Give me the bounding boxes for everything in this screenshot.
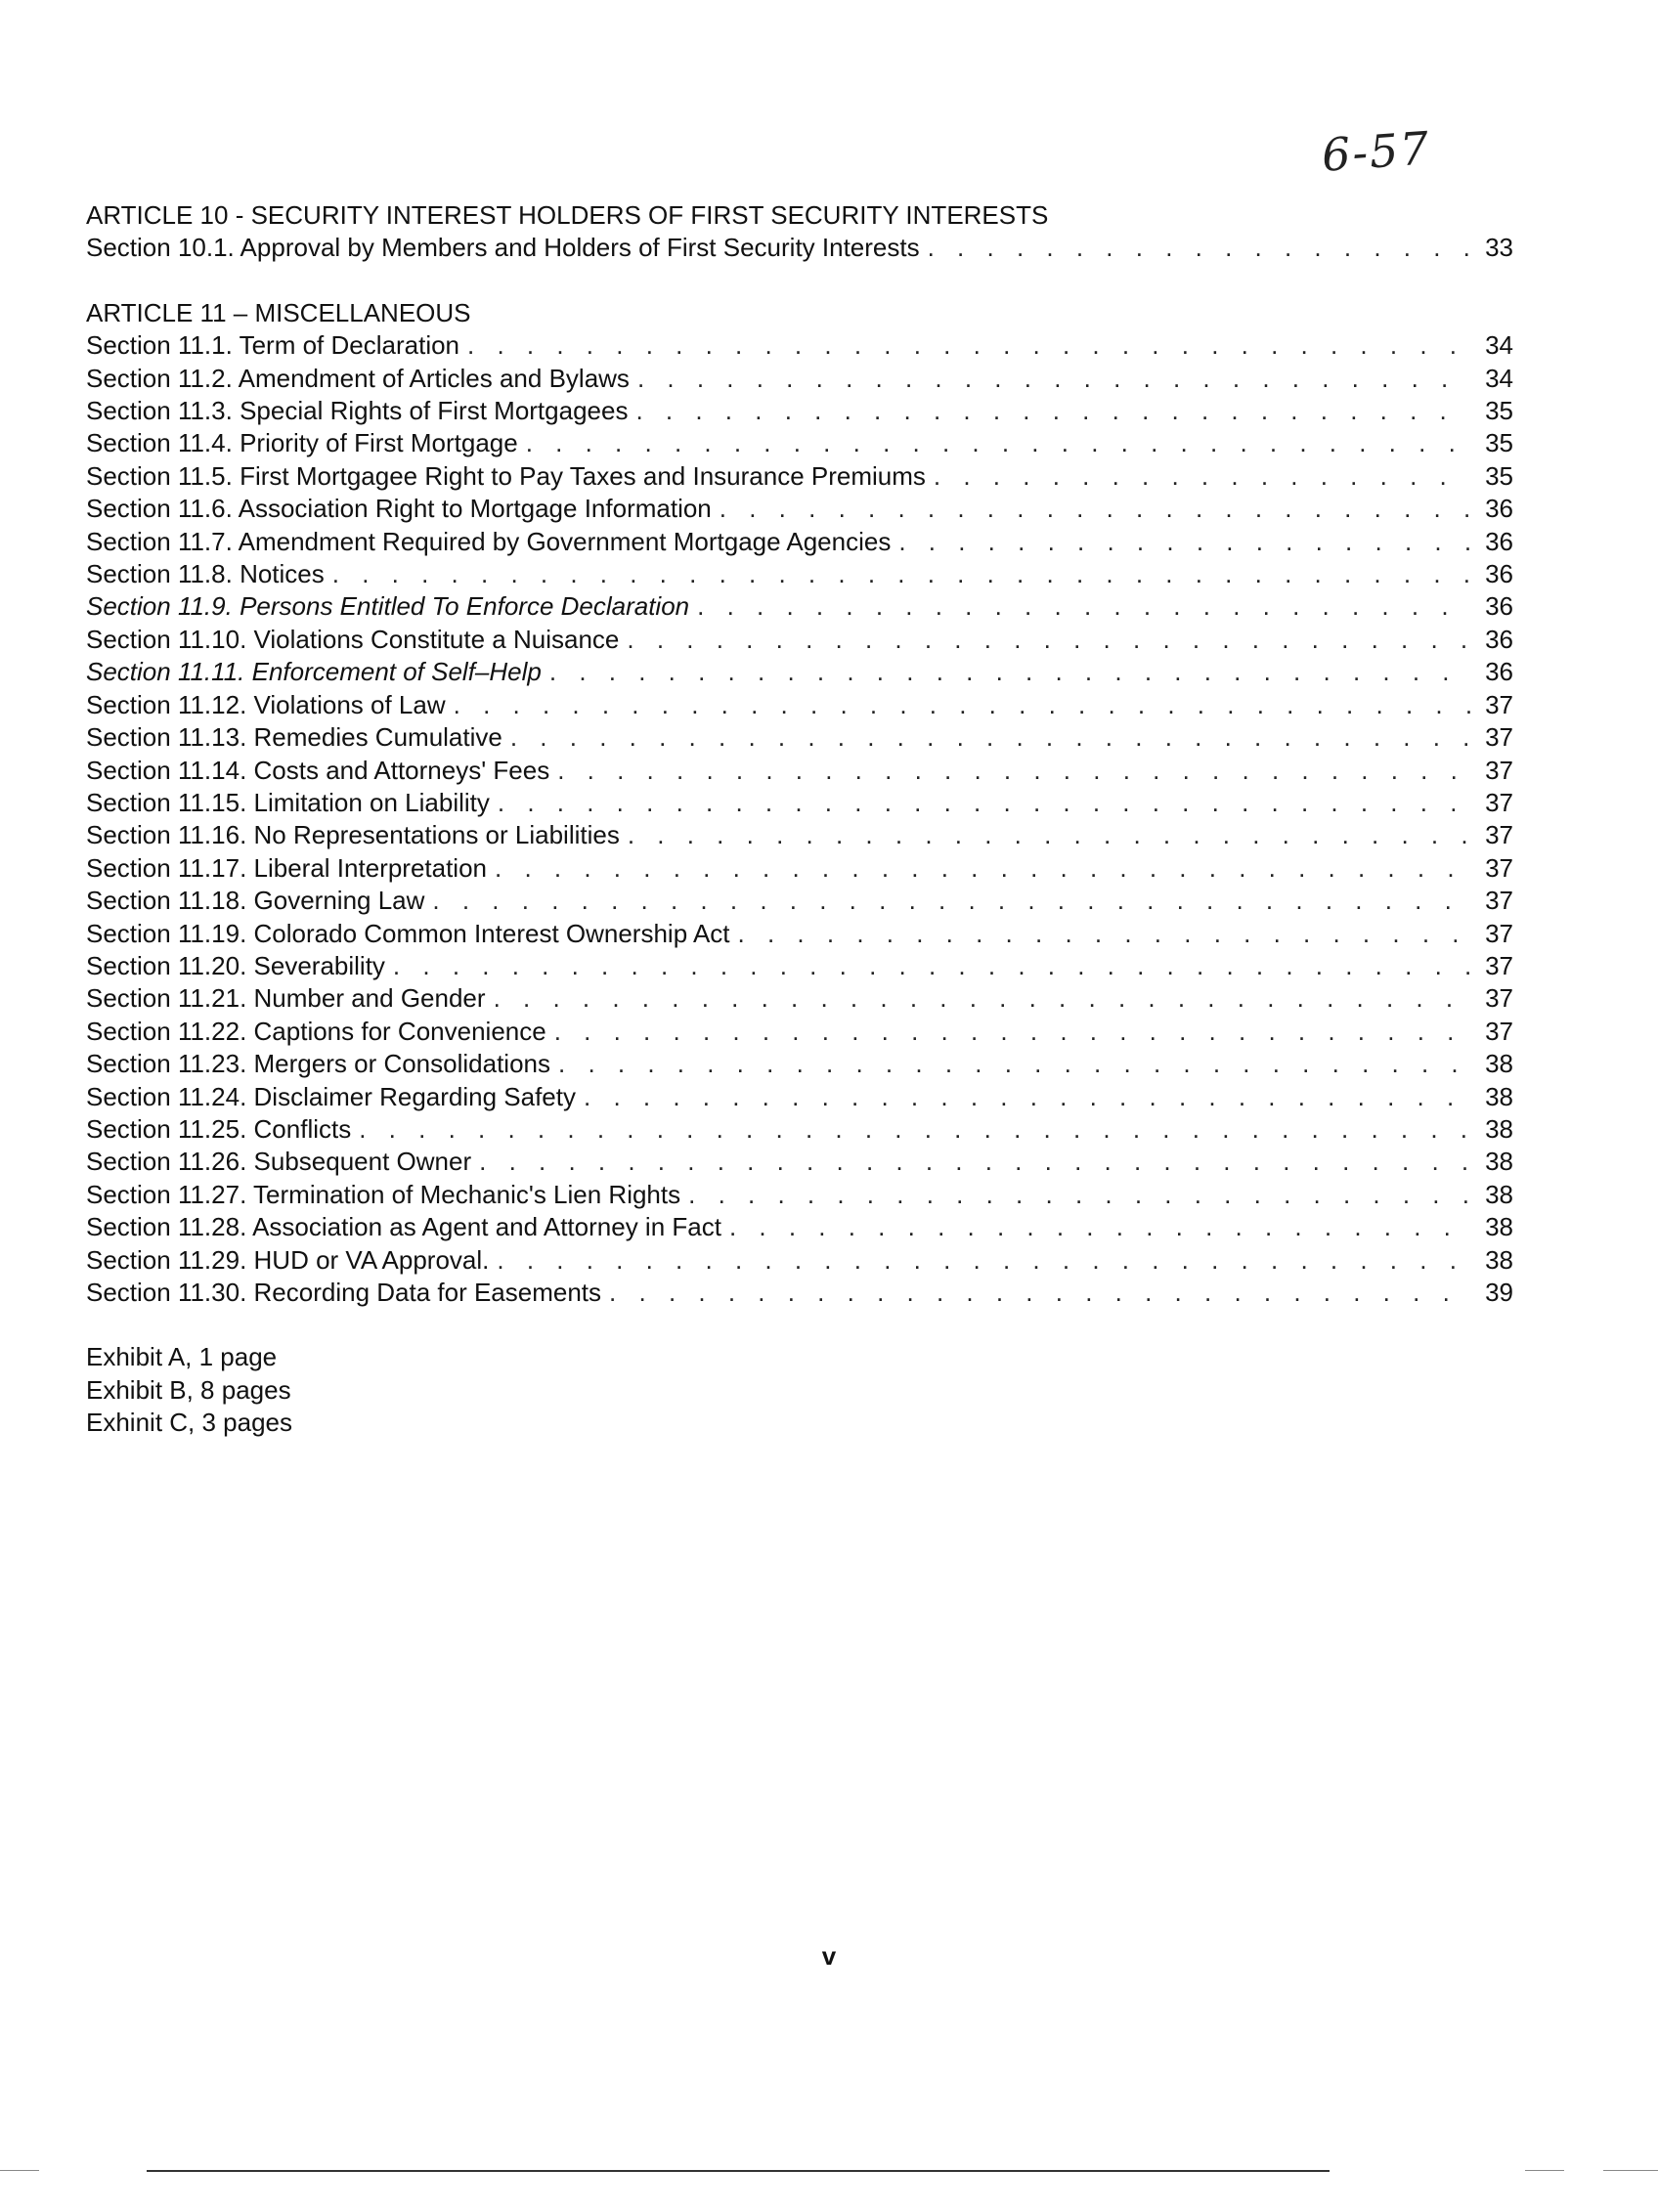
scan-edge-mark xyxy=(1603,2170,1658,2171)
dot-leader xyxy=(628,819,1470,851)
toc-entry[interactable] xyxy=(86,232,1513,264)
toc-entry-label: Section 11.24. Disclaimer Regarding Safety xyxy=(86,1081,576,1111)
dot-leader xyxy=(497,1244,1470,1277)
toc-entry-page: 36 xyxy=(1485,526,1513,556)
dot-leader xyxy=(467,329,1470,362)
toc-entry-label: Section 11.20. Severability xyxy=(86,950,385,980)
toc-entry[interactable] xyxy=(86,819,1513,851)
toc-entry[interactable] xyxy=(86,395,1513,427)
page-number: v xyxy=(821,1941,837,1971)
toc-entry-label: Section 11.21. Number and Gender xyxy=(86,983,486,1014)
toc-entry-page: 34 xyxy=(1485,330,1513,361)
toc-entry[interactable] xyxy=(86,460,1513,493)
dot-leader xyxy=(609,1277,1470,1309)
toc-entry-label: Section 11.27. Termination of Mechanic's Lien Rights xyxy=(86,1179,681,1209)
toc-entry[interactable] xyxy=(86,329,1513,362)
dot-leader xyxy=(697,590,1470,623)
dot-leader xyxy=(720,493,1470,525)
toc-entry[interactable] xyxy=(86,689,1513,721)
toc-entry-label: Section 11.23. Mergers or Consolidations xyxy=(86,1049,550,1079)
toc-entry-page: 37 xyxy=(1485,983,1513,1014)
dot-leader xyxy=(558,1048,1470,1080)
toc-entry-page: 38 xyxy=(1485,1244,1513,1275)
dot-leader xyxy=(928,232,1470,264)
toc-entry-page: 37 xyxy=(1485,755,1513,785)
exhibit-list xyxy=(86,1341,1513,1439)
toc-entry[interactable] xyxy=(86,982,1513,1015)
exhibit-item: Exhibit B, 8 pages xyxy=(86,1374,291,1405)
dot-leader xyxy=(359,1113,1470,1146)
toc-entry-page: 36 xyxy=(1485,591,1513,622)
toc-entry[interactable] xyxy=(86,526,1513,558)
dot-leader xyxy=(738,918,1470,950)
dot-leader xyxy=(454,689,1470,721)
toc-entry-page: 37 xyxy=(1485,689,1513,719)
toc-entry[interactable] xyxy=(86,590,1513,623)
toc-entry-label: Section 11.25. Conflicts xyxy=(86,1113,352,1144)
toc-entry-page: 36 xyxy=(1485,624,1513,654)
toc-entry-page: 37 xyxy=(1485,918,1513,948)
toc-entry-label: Section 11.2. Amendment of Articles and Bylaws xyxy=(86,363,630,393)
toc-entry-page: 38 xyxy=(1485,1212,1513,1242)
dot-leader xyxy=(510,721,1470,754)
toc-entry-page: 37 xyxy=(1485,950,1513,980)
exhibit-item: Exhinit C, 3 pages xyxy=(86,1408,293,1438)
toc-entry-page: 38 xyxy=(1485,1049,1513,1079)
toc-entry-label: Section 11.7. Amendment Required by Government Mortgage Agencies xyxy=(86,526,892,556)
dot-leader xyxy=(934,460,1470,493)
dot-leader xyxy=(554,1016,1470,1048)
toc-entry[interactable] xyxy=(86,427,1513,459)
dot-leader xyxy=(688,1179,1470,1211)
dot-leader xyxy=(332,558,1470,590)
dot-leader xyxy=(494,982,1470,1015)
toc-entry-page: 38 xyxy=(1485,1081,1513,1111)
toc-entry-label: Section 11.13. Remedies Cumulative xyxy=(86,722,502,753)
toc-entry-label: Section 11.5. First Mortgagee Right to Pay Taxes and Insurance Premiums xyxy=(86,460,926,491)
toc-entry[interactable] xyxy=(86,624,1513,656)
exhibit-item: Exhibit A, 1 page xyxy=(86,1342,278,1372)
toc-entry[interactable] xyxy=(86,918,1513,950)
toc-entry-label: Section 11.19. Colorado Common Interest Ownership Act xyxy=(86,918,730,948)
toc-entry[interactable] xyxy=(86,656,1513,688)
toc-entry-page: 35 xyxy=(1485,428,1513,458)
toc-entry-label: Section 11.18. Governing Law xyxy=(86,886,425,916)
toc-entry[interactable] xyxy=(86,558,1513,590)
toc-entry[interactable] xyxy=(86,1277,1513,1309)
toc-entry-label: Section 11.8. Notices xyxy=(86,559,325,589)
dot-leader xyxy=(637,363,1470,395)
dot-leader xyxy=(635,395,1470,427)
spacer xyxy=(86,1309,1513,1341)
toc-entry[interactable] xyxy=(86,1244,1513,1277)
dot-leader xyxy=(526,427,1470,459)
toc-entry[interactable] xyxy=(86,1048,1513,1080)
toc-entry-label: Section 10.1. Approval by Members and Holders of First Security Interests xyxy=(86,233,920,263)
toc-entry[interactable] xyxy=(86,885,1513,917)
toc-entry-label: Section 11.15. Limitation on Liability xyxy=(86,787,490,817)
toc-entry-page: 38 xyxy=(1485,1179,1513,1209)
toc-entry-page: 37 xyxy=(1485,1016,1513,1046)
scan-edge-line xyxy=(147,2170,1330,2172)
toc-entry[interactable] xyxy=(86,852,1513,885)
toc-entry-page: 36 xyxy=(1485,559,1513,589)
toc-entry-label: Section 11.26. Subsequent Owner xyxy=(86,1147,472,1177)
spacer xyxy=(86,265,1513,297)
toc-entry-label: Section 11.14. Costs and Attorneys' Fees xyxy=(86,755,550,785)
scan-edge-mark xyxy=(0,2170,39,2171)
toc-entry-label: Section 11.22. Captions for Convenience xyxy=(86,1016,546,1046)
toc-entry-label: Section 11.28. Association as Agent and Attorney in Fact xyxy=(86,1212,721,1242)
toc-entry[interactable] xyxy=(86,1146,1513,1178)
toc-entry-page: 37 xyxy=(1485,886,1513,916)
toc-entry[interactable] xyxy=(86,1081,1513,1113)
toc-entry-page: 38 xyxy=(1485,1147,1513,1177)
dot-leader xyxy=(495,852,1470,885)
toc-entry[interactable] xyxy=(86,721,1513,754)
toc-entry[interactable] xyxy=(86,1211,1513,1243)
toc-entry-page: 36 xyxy=(1485,494,1513,524)
toc-entry-page: 35 xyxy=(1485,396,1513,426)
toc-entry[interactable] xyxy=(86,363,1513,395)
dot-leader xyxy=(627,624,1470,656)
handwritten-page-note: 6-57 xyxy=(1320,121,1433,182)
toc-entry-page: 37 xyxy=(1485,820,1513,850)
dot-leader xyxy=(898,526,1470,558)
dot-leader xyxy=(393,950,1470,982)
toc-entry-label: Section 11.1. Term of Declaration xyxy=(86,330,460,361)
toc-entry[interactable] xyxy=(86,1016,1513,1048)
dot-leader xyxy=(479,1146,1470,1178)
toc-entry-page: 39 xyxy=(1485,1278,1513,1307)
toc-entry-page: 35 xyxy=(1485,460,1513,491)
dot-leader xyxy=(498,787,1470,819)
dot-leader xyxy=(557,755,1470,787)
toc-entry-label: Section 11.12. Violations of Law xyxy=(86,689,446,719)
toc-entry-page: 33 xyxy=(1485,233,1513,263)
toc-entry-label: Section 11.17. Liberal Interpretation xyxy=(86,852,488,883)
toc-entry-label: Section 11.9. Persons Entitled To Enforce Declaration xyxy=(86,591,690,622)
toc-entry[interactable] xyxy=(86,950,1513,982)
toc-entry-page: 37 xyxy=(1485,852,1513,883)
dot-leader xyxy=(584,1081,1470,1113)
toc-entry-label: Section 11.29. HUD or VA Approval. xyxy=(86,1244,490,1275)
toc-entry-label: Section 11.30. Recording Data for Easements xyxy=(86,1278,602,1307)
toc-entry-page: 36 xyxy=(1485,657,1513,687)
table-of-contents xyxy=(86,199,1513,1440)
toc-entry-label: Section 11.3. Special Rights of First Mortgagees xyxy=(86,396,629,426)
toc-entry-label: Section 11.11. Enforcement of Self–Help xyxy=(86,657,542,687)
toc-entry-page: 37 xyxy=(1485,787,1513,817)
toc-entry-page: 34 xyxy=(1485,363,1513,393)
toc-entry[interactable] xyxy=(86,1113,1513,1146)
toc-entry-page: 37 xyxy=(1485,722,1513,753)
dot-leader xyxy=(549,656,1470,688)
article-heading: ARTICLE 11 – MISCELLANEOUS xyxy=(86,297,471,327)
toc-entry[interactable] xyxy=(86,493,1513,525)
toc-entry-label: Section 11.6. Association Right to Mortgage Information xyxy=(86,494,712,524)
toc-entry[interactable] xyxy=(86,787,1513,819)
toc-entry-label: Section 11.4. Priority of First Mortgage xyxy=(86,428,518,458)
toc-entry-label: Section 11.16. No Representations or Liabilities xyxy=(86,820,620,850)
scan-edge-mark xyxy=(1525,2170,1564,2171)
dot-leader xyxy=(432,885,1470,917)
toc-entry-label: Section 11.10. Violations Constitute a Nuisance xyxy=(86,624,620,654)
toc-entry[interactable] xyxy=(86,1179,1513,1211)
toc-entry[interactable] xyxy=(86,755,1513,787)
dot-leader xyxy=(729,1211,1470,1243)
article-heading: ARTICLE 10 - SECURITY INTEREST HOLDERS OF FIRST SECURITY INTERESTS xyxy=(86,200,1049,230)
toc-entry-page: 38 xyxy=(1485,1113,1513,1144)
